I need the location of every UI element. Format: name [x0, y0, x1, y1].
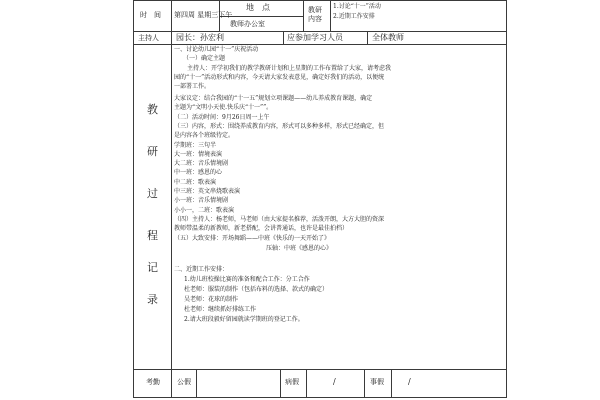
record-line: 主持人：开学初我们的教学教研计划和上星期的工作布置给了大家，请考虑我: [187, 65, 392, 72]
table-rule: [283, 31, 284, 44]
table-rule: [303, 0, 304, 31]
record-line: 一部署工作。: [174, 83, 211, 90]
record-line: （一）确定主题: [183, 55, 226, 62]
table-border-bottom: [133, 397, 507, 398]
side-label-char: 研: [147, 145, 158, 158]
table-rule: [330, 0, 331, 31]
side-label-char: 过: [147, 187, 158, 200]
record-line: 中三班：英文串烧歌表演: [174, 188, 241, 195]
personal-affairs-label: 事假: [370, 378, 384, 386]
record-line: （五）大致安排：开场舞蹈——中班《快乐的一天开始了》: [174, 235, 331, 242]
record-line: 2.请大班段毅好留园就读学期班的登记工作。: [184, 316, 304, 323]
side-label-char: 程: [147, 229, 158, 242]
side-label-char: 录: [147, 293, 158, 306]
record-line: 杜老师：继续抓好排练工作: [184, 306, 257, 313]
table-rule: [133, 44, 507, 45]
attendees-label: 应参加学习人员: [287, 33, 343, 42]
table-border-top: [133, 0, 507, 1]
place-label: 地 点: [246, 3, 270, 12]
record-line: 二、近期工作安排：: [174, 266, 229, 273]
record-line: 学期班：三句半: [174, 142, 217, 149]
content-item-1: 1.讨论“十一”活动: [333, 3, 381, 10]
personal-affairs-value: /: [408, 377, 411, 386]
sick-leave-label: 病假: [285, 378, 299, 386]
host-value: 园长：孙宏利: [176, 33, 224, 42]
table-rule: [280, 369, 281, 397]
record-line: （二）活动时间：9月26日周一上午: [174, 114, 270, 121]
record-line: 小一班：音乐情境剧: [174, 197, 229, 204]
attendance-label: 考勤: [146, 378, 160, 386]
record-line: 中二班：歌表演: [174, 179, 217, 186]
attendees-value: 全体教师: [372, 33, 404, 42]
table-rule: [133, 369, 507, 370]
time-label: 时 间: [140, 11, 161, 19]
content-label: 教研 内容: [308, 6, 322, 24]
record-line: 中一班：感恩的心: [174, 169, 223, 176]
personal-leave-label: 公假: [177, 378, 191, 386]
record-line: 园的“十一”活动形式和内容，今天请大家发表意见，确定好我们的活动，以便统: [174, 74, 385, 81]
table-rule: [133, 31, 507, 32]
content-item-2: 2.近期工作安排: [333, 13, 375, 20]
place-value: 教师办公室: [230, 20, 265, 28]
record-line: 大一班：情境表演: [174, 151, 223, 158]
record-line: （三）内容，形式：围绕养成教育内容，形式可以多种多样，形式已经确定，但: [174, 123, 385, 130]
table-border-left: [133, 0, 134, 397]
record-line: （四）主持人：杨老师，马老师（由大家提名推荐，活泼开朗，大方大胆的资深: [174, 216, 385, 223]
table-rule: [171, 0, 172, 397]
record-line: 大家议定：结合我园的“十一五”规划立项课题——幼儿养成教育课题，确定: [174, 95, 373, 102]
table-rule: [196, 369, 197, 397]
record-line: 吴老师：花球的制作: [184, 296, 239, 303]
record-line: 1.幼儿班校操比赛的准备和配合工作：分工合作: [184, 276, 310, 283]
side-label-char: 教: [147, 103, 158, 116]
sick-leave-value: /: [333, 377, 336, 386]
table-rule: [391, 369, 392, 397]
record-line: 大二班：音乐情境剧: [174, 160, 229, 167]
table-border-right: [506, 0, 507, 397]
side-label-char: 记: [147, 261, 158, 274]
table-rule: [367, 31, 368, 44]
record-line: 教师带温柔的新教师，新老搭配，会讲普通话，也许是最佳拍档）: [174, 225, 349, 232]
record-line: 一、讨论幼儿园“十一”庆祝活动: [174, 46, 259, 53]
record-line: 杜老师：服装的制作（包括布料的选择、款式的确定）: [184, 286, 329, 293]
table-rule: [364, 369, 365, 397]
time-value: 第四周 星期三下午: [174, 11, 233, 19]
host-label: 主持人: [138, 34, 159, 42]
record-line: 是内容各个班级待定。: [174, 132, 235, 139]
table-rule: [306, 369, 307, 397]
record-line: 主题为“文明小天使.快乐庆“十一””。: [174, 104, 273, 111]
record-line: 压轴：中班《感恩的心》: [266, 245, 333, 252]
record-line: 小小一，二班：歌表演: [174, 207, 235, 214]
